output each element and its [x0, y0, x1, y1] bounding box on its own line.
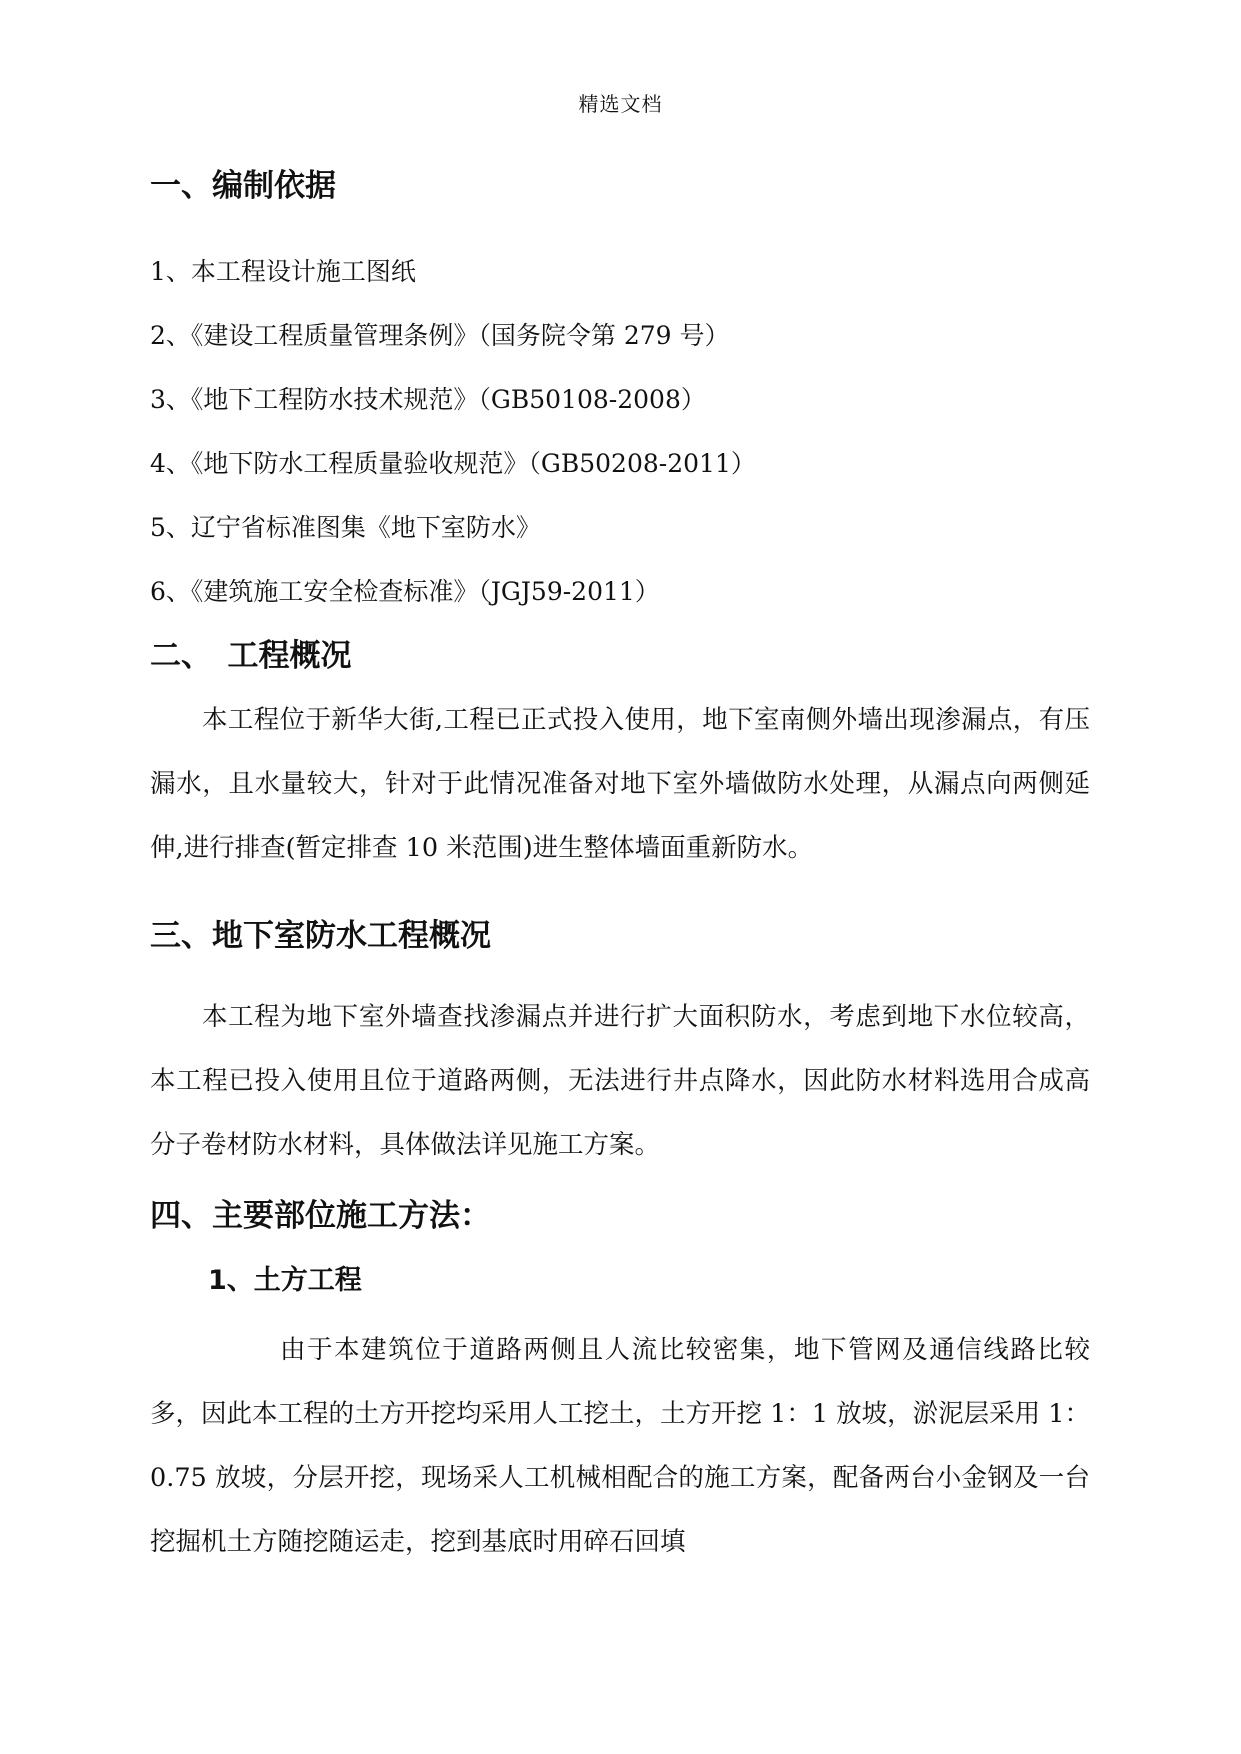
section-1-title: 一、编制依据 — [150, 168, 336, 204]
basis-item-4: 4、《地下防水工程质量验收规范》（GB50208-2011） — [150, 449, 756, 478]
basis-item-3: 3、《地下工程防水技术规范》（GB50108-2008） — [150, 385, 706, 414]
section-3-title: 三、地下室防水工程概况 — [150, 918, 491, 954]
subsection-earthwork-title: 1、土方工程 — [208, 1265, 362, 1296]
subsection-earthwork-paragraph: 由于本建筑位于道路两侧且人流比较密集，地下管网及通信线路比较多，因此本工程的土方开挖均采用人工挖土，土方开挖 1：1 放坡，淤泥层采用 1：0.75 放坡，分层开挖，现场采人工机械相配合的施工方案，配备两台小金钢及一台挖掘机土方随挖随运走，挖到基底时用碎石回填 — [150, 1335, 1090, 1557]
section-2-title: 二、 工程概况 — [150, 638, 352, 674]
section-3-paragraph: 本工程为地下室外墙查找渗漏点并进行扩大面积防水，考虑到地下水位较高，本工程已投入使用且位于道路两侧，无法进行井点降水，因此防水材料选用合成高分子卷材防水材料，具体做法详见施工方案。 — [150, 1002, 1090, 1160]
section-2-paragraph: 本工程位于新华大街,工程已正式投入使用，地下室南侧外墙出现渗漏点，有压漏水，且水量较大，针对于此情况准备对地下室外墙做防水处理，从漏点向两侧延伸,进行排查(暂定排查 10 米范围)进生整体墙面重新防水。 — [150, 705, 1090, 863]
basis-item-1: 1、本工程设计施工图纸 — [150, 257, 416, 286]
page-header: 精选文档 — [578, 92, 663, 116]
basis-item-6: 6、《建筑施工安全检查标准》（JGJ59-2011） — [150, 577, 660, 606]
section-4-title: 四、主要部位施工方法： — [150, 1198, 491, 1234]
basis-item-5: 5、辽宁省标准图集《地下室防水》 — [150, 513, 541, 542]
basis-item-2: 2、《建设工程质量管理条例》（国务院令第 279 号） — [150, 321, 730, 350]
